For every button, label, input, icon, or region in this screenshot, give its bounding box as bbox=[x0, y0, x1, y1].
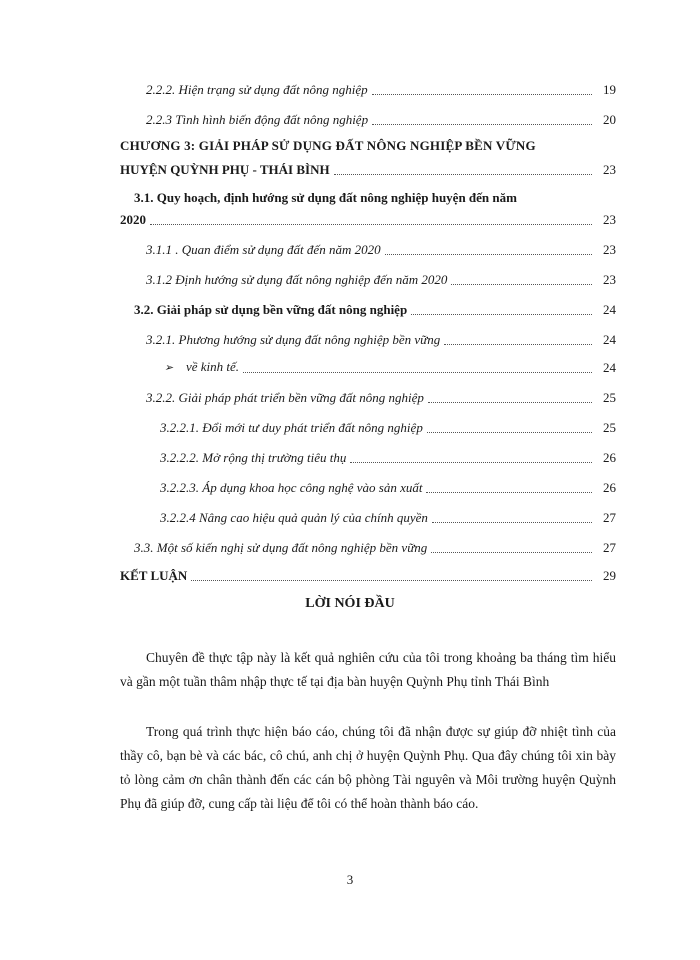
toc-entry[interactable] bbox=[120, 76, 616, 98]
toc-page-number: 19 bbox=[603, 82, 616, 97]
toc-entry-text: 3.2.2.1. Đổi mới tư duy phát triển đất nông nghiệp bbox=[160, 420, 423, 435]
toc-leader bbox=[432, 522, 592, 523]
toc-entry[interactable] bbox=[120, 354, 616, 376]
toc-page-number: 20 bbox=[603, 112, 616, 127]
toc-page-number: 23 bbox=[603, 212, 616, 227]
toc-page-number: 23 bbox=[603, 242, 616, 257]
toc-entry-text: 3.2.2. Giải pháp phát triển bền vững đất nông nghiệp bbox=[146, 390, 424, 405]
toc-entry-text: về kinh tế. bbox=[186, 359, 240, 374]
toc-entry[interactable] bbox=[120, 106, 616, 128]
toc-entry-line[interactable] bbox=[120, 184, 616, 206]
toc-entry-text: 3.2.2.4 Nâng cao hiệu quả quản lý của chính quyền bbox=[160, 510, 428, 525]
toc-entry-text: 3.3. Một số kiến nghị sử dụng đất nông nghiệp bền vững bbox=[134, 540, 428, 555]
preface-paragraph: Trong quá trình thực hiện báo cáo, chúng tôi đã nhận được sự giúp đỡ nhiệt tình của thầy cô, bạn bè và các bác, cô chú, anh chị ở huyện Quỳnh Phụ. Qua đây chúng tôi xin bày tỏ lòng cảm ơn chân thành đến các cán bộ phòng Tài nguyên và Môi trường huyện Quỳnh Phụ đã giúp đỡ, cung cấp tài liệu để tôi có thể hoàn thành báo cáo. bbox=[120, 724, 616, 811]
toc-entry[interactable] bbox=[120, 326, 616, 348]
toc-leader bbox=[428, 402, 592, 403]
toc-entry-text: 3.2.2.2. Mở rộng thị trường tiêu thụ bbox=[160, 450, 347, 465]
toc-page-number: 26 bbox=[603, 450, 616, 465]
toc-page-number: 27 bbox=[603, 540, 616, 555]
toc-page-number: 29 bbox=[603, 568, 616, 583]
toc-entry-text: KẾT LUẬN bbox=[120, 568, 188, 583]
toc-leader bbox=[334, 174, 592, 175]
toc-leader bbox=[350, 462, 592, 463]
toc-entry[interactable] bbox=[120, 206, 616, 228]
toc-entry[interactable] bbox=[120, 474, 616, 496]
toc-entry-text: 2.2.3 Tình hình biến động đất nông nghiệp bbox=[146, 112, 369, 127]
toc-entry[interactable] bbox=[120, 414, 616, 436]
toc-leader bbox=[431, 552, 592, 553]
toc-leader bbox=[243, 372, 592, 373]
toc-entry-text: 3.2.2.3. Áp dụng khoa học công nghệ vào sản xuất bbox=[160, 480, 423, 495]
toc-entry[interactable] bbox=[120, 562, 616, 584]
toc-entry[interactable] bbox=[120, 534, 616, 556]
toc-entry[interactable] bbox=[120, 156, 616, 178]
toc-leader bbox=[191, 580, 592, 581]
toc-entry-text: 3.1.1 . Quan điểm sử dụng đất đến năm 2020 bbox=[146, 242, 381, 257]
page-number: 3 bbox=[346, 872, 354, 887]
toc-entry-text: 3.2.1. Phương hướng sử dụng đất nông nghiệp bền vững bbox=[146, 332, 441, 347]
toc-leader bbox=[444, 344, 592, 345]
toc-entry-text: 3.2. Giải pháp sử dụng bền vững đất nông nghiệp bbox=[134, 302, 408, 317]
toc-page-number: 24 bbox=[603, 302, 616, 317]
toc-leader bbox=[411, 314, 592, 315]
toc-entry-text: 3.1. Quy hoạch, định hướng sử dụng đất nông nghiệp huyện đến năm bbox=[134, 190, 517, 205]
toc-page-number: 23 bbox=[603, 272, 616, 287]
arrow-bullet-icon: ➢ bbox=[164, 362, 174, 374]
toc-page-number: 25 bbox=[603, 390, 616, 405]
toc-page-number: 26 bbox=[603, 480, 616, 495]
toc-leader bbox=[372, 94, 592, 95]
preface-paragraph: Chuyên đề thực tập này là kết quả nghiên cứu của tôi trong khoảng ba tháng tìm hiểu và gần một tuần thâm nhập thực tế tại địa bàn huyện Quỳnh Phụ tỉnh Thái Bình bbox=[120, 650, 616, 689]
toc-entry-text: 3.1.2 Định hướng sử dụng đất nông nghiệp đến năm 2020 bbox=[146, 272, 448, 287]
toc-chapter-title[interactable]: CHƯƠNG 3: GIẢI PHÁP SỬ DỤNG ĐẤT NÔNG NGHIỆP BỀN VỮNG bbox=[120, 138, 536, 153]
toc-leader bbox=[385, 254, 592, 255]
toc-entry[interactable] bbox=[120, 296, 616, 318]
toc-leader bbox=[451, 284, 592, 285]
toc-leader bbox=[426, 492, 592, 493]
preface-title: LỜI NÓI ĐẦU bbox=[305, 596, 395, 611]
toc-entry-text: 2.2.2. Hiện trạng sử dụng đất nông nghiệp bbox=[146, 82, 368, 97]
toc-entry-text: HUYỆN QUỲNH PHỤ - THÁI BÌNH bbox=[120, 162, 330, 177]
toc-leader bbox=[150, 224, 592, 225]
toc-page-number: 24 bbox=[603, 360, 616, 375]
toc-page-number: 24 bbox=[603, 332, 616, 347]
toc-entry[interactable] bbox=[120, 444, 616, 466]
toc-entry[interactable] bbox=[120, 384, 616, 406]
toc-entry[interactable] bbox=[120, 266, 616, 288]
toc-leader bbox=[427, 432, 592, 433]
toc-leader bbox=[372, 124, 592, 125]
toc-page-number: 25 bbox=[603, 420, 616, 435]
toc-page-number: 27 bbox=[603, 510, 616, 525]
toc-entry[interactable] bbox=[120, 504, 616, 526]
toc-entry[interactable] bbox=[120, 236, 616, 258]
toc-entry-text: 2020 bbox=[120, 212, 146, 227]
toc-page-number: 23 bbox=[603, 162, 616, 177]
